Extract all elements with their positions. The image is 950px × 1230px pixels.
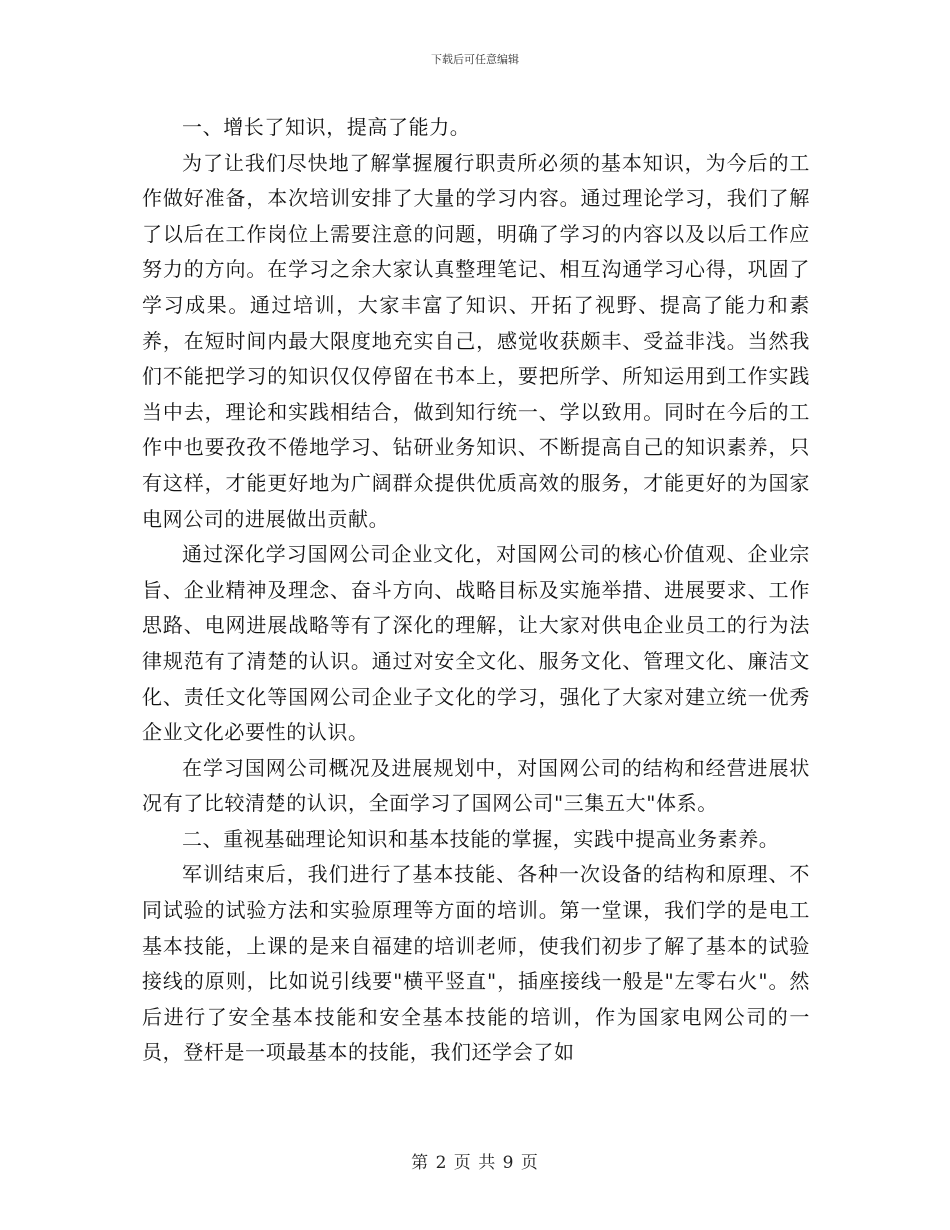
paragraph: 通过深化学习国网公司企业文化，对国网公司的核心价值观、企业宗旨、企业精神及理念、奋斗方向、战略目标及实施举措、进展要求、工作思路、电网进展战略等有了深化的理解，让大家对供电企业员工的行为法律规范有了清楚的认识。通过对安全文化、服务文化、管理文化、廉洁文化、责任文化等国网公司企业子文化的学习，强化了大家对建立统一优秀企业文化必要性的认识。	[142, 542, 810, 745]
page-number: 第 2 页 共 9 页	[411, 1153, 539, 1173]
paragraph: 在学习国网公司概况及进展规划中，对国网公司的结构和经营进展状况有了比较清楚的认识，全面学习了国网公司"三集五大"体系。	[142, 755, 810, 816]
paragraph-heading-2: 二、重视基础理论知识和基本技能的掌握，实践中提高业务素养。	[182, 826, 780, 851]
paragraph: 军训结束后，我们进行了基本技能、各种一次设备的结构和原理、不同试验的试验方法和实验原理等方面的培训。第一堂课，我们学的是电工基本技能，上课的是来自福建的培训老师，使我们初步了解了基本的试验接线的原则，比如说引线要"横平竖直"，插座接线一般是"左零右火"。然后进行了安全基本技能和安全基本技能的培训，作为国家电网公司的一员，登杆是一项最基本的技能，我们还学会了如	[142, 862, 810, 1065]
document-body	[142, 110, 810, 1071]
page-header: 下载后可任意编辑	[431, 53, 519, 66]
paragraph: 为了让我们尽快地了解掌握履行职责所必须的基本知识，为今后的工作做好准备，本次培训安排了大量的学习内容。通过理论学习，我们了解了以后在工作岗位上需要注意的问题，明确了学习的内容以及以后工作应努力的方向。在学习之余大家认真整理笔记、相互沟通学习心得，巩固了学习成果。通过培训，大家丰富了知识、开拓了视野、提高了能力和素养，在短时间内最大限度地充实自己，感觉收获颇丰、受益非浅。当然我们不能把学习的知识仅仅停留在书本上，要把所学、所知运用到工作实践当中去，理论和实践相结合，做到知行统一、学以致用。同时在今后的工作中也要孜孜不倦地学习、钻研业务知识、不断提高自己的知识素养，只有这样，才能更好地为广阔群众提供优质高效的服务，才能更好的为国家电网公司的进展做出贡献。	[142, 150, 810, 531]
paragraph-heading-1: 一、增长了知识，提高了能力。	[182, 115, 471, 139]
